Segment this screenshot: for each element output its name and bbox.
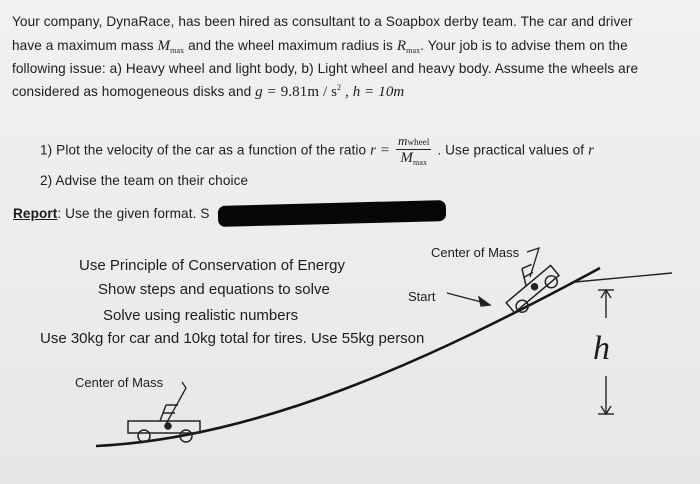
problem-line-1: Your company, DynaRace, has been hired as consultant to a Soapbox derby team. The car and driver	[12, 14, 633, 29]
note-masses: Use 30kg for car and 10kg total for tires. Use 55kg person	[40, 330, 425, 347]
gravity-equation: $g = 9.81m / s^2$ , h = 10m	[255, 83, 405, 100]
mass-symbol: $M_{max}$	[157, 38, 185, 55]
question-1: 1) Plot the velocity of the car as a function of the ratio r = $\frac{\text{mwheel}}{M_{max}}$ . Use practical values of r	[40, 133, 595, 167]
ratio-fraction: $\frac{\text{mwheel}}{M_{max}}$	[397, 133, 430, 167]
label-center-of-mass-bottom: Center of Mass	[75, 375, 164, 390]
radius-symbol: $R_{max}$	[396, 38, 421, 55]
problem-line-4: considered as homogeneous disks and $g = 9.81m / s^2$ , h = 10m	[12, 83, 405, 100]
note-realistic: Solve using realistic numbers	[103, 307, 299, 324]
height-arrow	[598, 290, 614, 414]
start-arrow	[447, 293, 490, 306]
label-center-of-mass-top: Center of Mass	[431, 245, 520, 260]
question-2: 2) Advise the team on their choice	[40, 173, 249, 188]
com-leader-bottom	[166, 382, 186, 424]
label-start: Start	[408, 289, 436, 304]
report-line: Report: Use the given format. S	[13, 206, 210, 221]
height-label: h	[593, 330, 610, 367]
car-at-bottom	[128, 405, 200, 442]
report-label: Report	[13, 206, 58, 221]
problem-line-2: have a maximum mass $M_{max}$ and the wheel maximum radius is $R_{max}$. Your job is to advise them on the	[12, 38, 628, 55]
note-energy: Use Principle of Conservation of Energy	[79, 257, 345, 274]
ramp-curve	[96, 268, 600, 446]
car-on-slope	[496, 253, 563, 317]
note-steps: Show steps and equations to solve	[98, 281, 330, 298]
problem-line-3: following issue: a) Heavy wheel and light body, b) Light wheel and heavy body. Assume the wheels are	[12, 61, 639, 76]
